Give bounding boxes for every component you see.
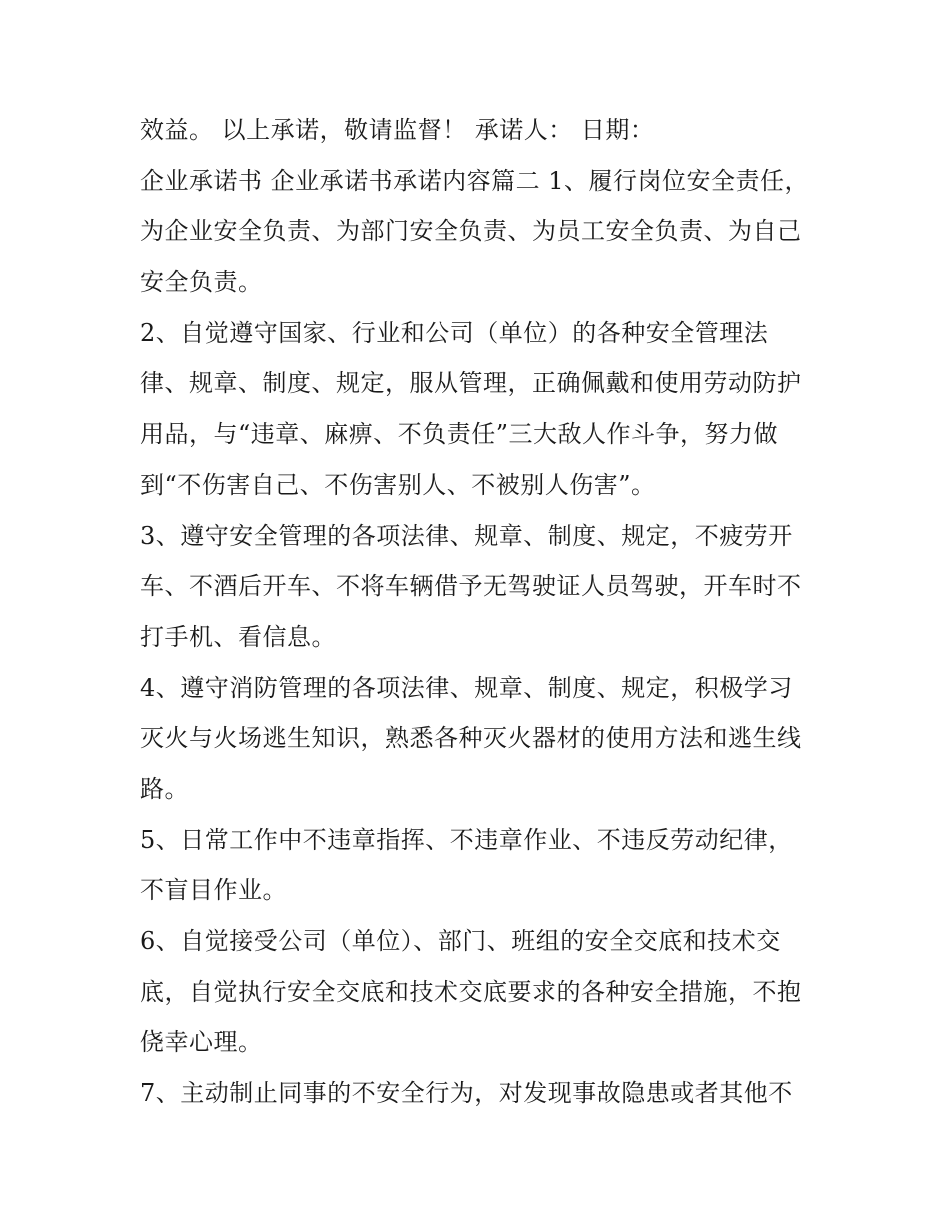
text-line: 车、不酒后开车、不将车辆借予无驾驶证人员驾驶，开车时不 [140,572,802,601]
text-line: 不盲目作业。 [140,876,287,905]
document-body [140,105,820,1119]
text-line: 5、日常工作中不违章指挥、不违章作业、不违反劳动纪律， [140,825,793,854]
text-line: 到“不伤害自己、不伤害别人、不被别人伤害”。 [140,470,656,499]
text-line: 打手机、看信息。 [140,622,336,651]
text-line: 7、主动制止同事的不安全行为，对发现事故隐患或者其他不 [140,1079,793,1108]
text-line: 灭火与火场逃生知识，熟悉各种灭火器材的使用方法和逃生线 [140,724,802,753]
text-line: 律、规章、制度、规定，服从管理，正确佩戴和使用劳动防护 [140,369,802,398]
text-line: 2、自觉遵守国家、行业和公司（单位）的各种安全管理法 [140,318,769,347]
text-line: 安全负责。 [140,268,263,297]
text-line: 6、自觉接受公司（单位）、部门、班组的安全交底和技术交 [140,927,781,955]
text-line: 效益。 以上承诺，敬请监督！ 承诺人： 日期： [140,116,655,144]
text-line: 4、遵守消防管理的各项法律、规章、制度、规定，积极学习 [140,673,793,702]
text-line: 路。 [140,774,189,803]
text-line: 3、遵守安全管理的各项法律、规章、制度、规定，不疲劳开 [140,521,793,550]
text-line: 侥幸心理。 [140,1028,263,1057]
text-line: 底，自觉执行安全交底和技术交底要求的各种安全措施，不抱 [140,977,802,1006]
text-line: 为企业安全负责、为部门安全负责、为员工安全负责、为自己 [140,217,802,246]
text-line: 用品，与“违章、麻痹、不负责任”三大敌人作斗争，努力做 [140,420,779,449]
text-line: 企业承诺书 企业承诺书承诺内容篇二 1、履行岗位安全责任， [140,166,810,195]
